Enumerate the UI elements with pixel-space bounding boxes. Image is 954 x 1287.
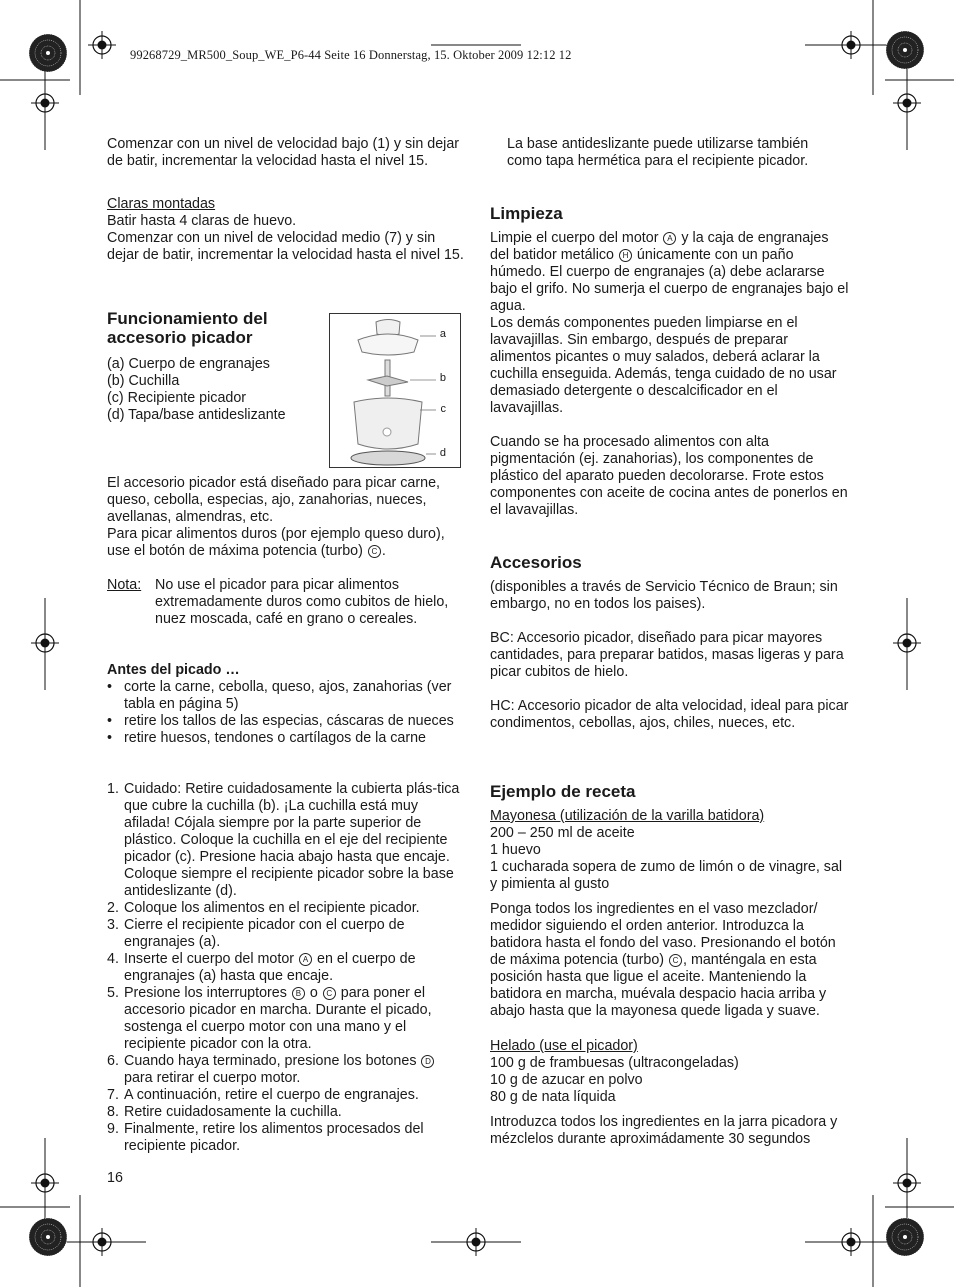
step-9: 9. Finalmente, retire los alimentos procesados del recipiente picador.	[107, 1121, 424, 1154]
desc-block	[107, 475, 467, 560]
part-b: (b) Cuchilla	[107, 373, 180, 389]
accesorios-text	[490, 579, 850, 732]
limpieza-title: Limpieza	[490, 204, 563, 223]
step-3: 3. Cierre el recipiente picador con el cuerpo de engranajes (a).	[107, 917, 405, 950]
list-item: • retire los tallos de las especias, cáscaras de nueces	[107, 713, 462, 730]
step-5: 5. Presione los interruptores B o C para poner el accesorio picador en marcha. Durante el picado, sostenga el cuerpo motor con una mano y el recipiente picador con la otra.	[107, 985, 432, 1052]
mayo-ing-2: 1 huevo	[490, 842, 541, 858]
desc2: Para picar alimentos duros (por ejemplo queso duro), use el botón de máxima potencia (turbo) C .	[107, 526, 445, 559]
fig-label-c: c	[440, 403, 446, 415]
mayo-title: Mayonesa (utilización de la varilla batidora)	[490, 808, 765, 824]
mayo-ing-1: 200 – 250 ml de aceite	[490, 825, 635, 841]
intro-text: Comenzar con un nivel de velocidad bajo (1) y sin dejar de batir, incrementar la velocidad hasta el nivel 15.	[107, 136, 460, 169]
list-item: • retire huesos, tendones o cartílagos de la carne	[107, 730, 462, 747]
chopper-figure	[329, 313, 461, 468]
h-symbol: H	[619, 249, 632, 262]
helado-title: Helado (use el picador)	[490, 1038, 638, 1054]
func-title: Funcionamiento del accesorio picador	[107, 309, 268, 347]
limpieza-p2: Los demás componentes pueden limpiarse en el lavavajillas. Sin embargo, después de preparar alimentos picantes o muy salados, deberá aclarar la cuchilla enseguida. Además, tenga cuidado de no usar demasiado detergente o descalcificador en el lavavajillas.	[490, 315, 837, 416]
fig-label-a: a	[439, 328, 446, 340]
fig-label-d: d	[439, 447, 446, 459]
acc-p2: BC: Accesorio picador, diseñado para picar mayores cantidades, para preparar batidos, masas ligeras y para picar cubitos de hielo.	[490, 630, 844, 680]
step-7: 7. A continuación, retire el cuerpo de engranajes.	[107, 1087, 419, 1103]
antes-title: Antes del picado …	[107, 662, 240, 678]
limpieza-p1: Limpie el cuerpo del motor A y la caja de engranajes del batidor metálico H únicamente con un paño húmedo. El cuerpo de engranajes (a) debe aclararse bajo el grifo. No sumerja el cuerpo de engranajes bajo el agua.	[490, 230, 849, 314]
mayo-text: Ponga todos los ingredientes en el vaso mezclador/ medidor siguiendo el orden anterior. Introduzca la batidora hasta el fondo del vaso. Presionando el botón de máxima potencia (turbo) C , manténgala en esta posición hasta que ligue el aceite. Manteniendo la batidora en marcha, muévala despacio hacia arriba y abajo hasta que la mayonesa quede ligada y suave.	[490, 901, 836, 1019]
part-c: (c) Recipiente picador	[107, 390, 247, 406]
step-8: 8. Retire cuidadosamente la cuchilla.	[107, 1104, 342, 1120]
helado-text: Introduzca todos los ingredientes en la jarra picadora y mézclelos durante aproximádamente 30 segundos	[490, 1114, 838, 1147]
acc-p1: (disponibles a través de Servicio Técnico de Braun; sin embargo, no en todos los paises).	[490, 579, 838, 612]
b-symbol: B	[292, 987, 305, 1000]
nota-text: No use el picador para picar alimentos extremadamente duros como cubitos de hielo, nuez moscada, café en grano o cereales.	[155, 577, 449, 627]
claras-p1: Batir hasta 4 claras de huevo.	[107, 213, 297, 229]
parts-list	[107, 356, 322, 424]
steps-list	[107, 781, 463, 1155]
accesorios-title: Accesorios	[490, 553, 582, 572]
helado-ing-2: 10 g de azucar en polvo	[490, 1072, 643, 1088]
page-number: 16	[107, 1170, 123, 1186]
fig-label-b: b	[439, 372, 446, 384]
step-4: 4. Inserte el cuerpo del motor A en el cuerpo de engranajes (a) hasta que encaje.	[107, 951, 416, 984]
helado-ing-1: 100 g de frambuesas (ultracongeladas)	[490, 1055, 739, 1071]
acc-p3: HC: Accesorio picador de alta velocidad, ideal para picar condimentos, cebollas, ajos, chiles, nueces, etc.	[490, 698, 849, 731]
c-symbol: C	[323, 987, 336, 1000]
mayo-ing-3: 1 cucharada sopera de zumo de limón o de vinagre, sal y pimienta al gusto	[490, 859, 843, 892]
part-a: (a) Cuerpo de engranajes	[107, 356, 270, 372]
nota-label: Nota:	[107, 577, 142, 593]
helado-ing-3: 80 g de nata líquida	[490, 1089, 616, 1105]
limpieza-text	[490, 230, 850, 519]
step-1: 1. Cuidado: Retire cuidadosamente la cubierta plás-tica que cubre la cuchilla (b). ¡La cuchilla está muy afilada! Cójala siempre por la parte superior de plástico. Coloque la cuchilla en el eje del recipiente picador (c). Presione hacia abajo hasta que encaje. Coloque siempre el recipiente picador sobre la base antideslizante (d).	[107, 781, 460, 899]
a-symbol: A	[299, 953, 312, 966]
a-symbol: A	[663, 232, 676, 245]
receta-title: Ejemplo de receta	[490, 782, 636, 801]
claras-title: Claras montadas	[107, 196, 216, 212]
desc1: El accesorio picador está diseñado para picar carne, queso, cebolla, especias, ajo, zanahorias, nueces, avellanas, almendras, etc.	[107, 475, 440, 525]
part-d: (d) Tapa/base antideslizante	[107, 407, 286, 423]
c-symbol: C	[669, 954, 682, 967]
claras-section	[107, 196, 467, 264]
limpieza-p3: Cuando se ha procesado alimentos con alta pigmentación (ej. zanahorias), los componentes de plástico del aparato pueden decolorarse. Frote estos componentes con aceite de cocina antes de ponerlos en el lavavajillas.	[490, 434, 848, 518]
base-text: La base antideslizante puede utilizarse también como tapa hermética para el recipiente picador.	[507, 136, 809, 169]
mayonesa-block	[490, 808, 850, 1020]
print-header: 99268729_MR500_Soup_WE_P6-44 Seite 16 Donnerstag, 15. Oktober 2009 12:12 12	[130, 48, 572, 62]
step-6: 6. Cuando haya terminado, presione los botones D para retirar el cuerpo motor.	[107, 1053, 463, 1087]
claras-p2: Comenzar con un nivel de velocidad medio (7) y sin dejar de batir, incrementar la velocidad hasta el nivel 15.	[107, 230, 464, 263]
step-2: 2. Coloque los alimentos en el recipiente picador.	[107, 900, 420, 916]
helado-block	[490, 1038, 850, 1148]
d-symbol: D	[421, 1055, 434, 1068]
c-symbol: C	[368, 545, 381, 558]
list-item: • corte la carne, cebolla, queso, ajos, zanahorias (ver tabla en página 5)	[107, 679, 462, 713]
antes-list	[107, 679, 462, 747]
